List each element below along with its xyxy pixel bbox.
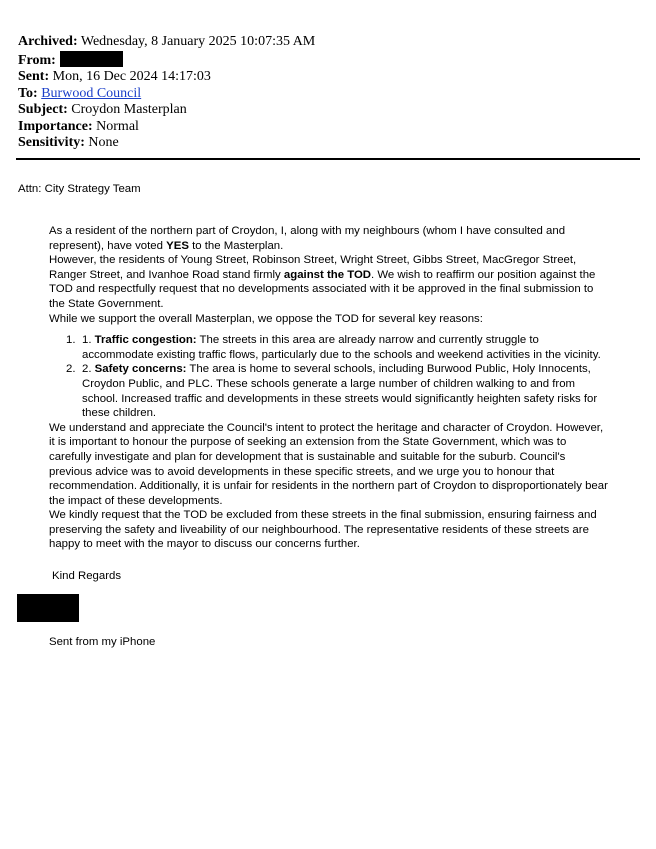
email-header (18, 34, 638, 152)
from-label: From: (18, 52, 56, 68)
email-body (49, 224, 609, 552)
paragraph-reasons-intro: While we support the overall Masterplan, we oppose the TOD for several key reasons: (49, 312, 483, 325)
paragraph-request: We kindly request that the TOD be excluded from these streets in the final submission, ensuring fairness and preserving the safety and liveability of our neighbourhood. The representative residents of these streets are happy to meet with the mayor to discuss our concerns further. (49, 509, 597, 551)
importance-value: Normal (96, 118, 139, 134)
sent-label: Sent: (18, 69, 50, 84)
reason-title: Traffic congestion: (94, 334, 197, 347)
sensitivity-row (18, 135, 638, 152)
sent-from-signature: Sent from my iPhone (49, 636, 156, 648)
paragraph-vote (49, 224, 609, 253)
reason-text: The streets in this area are already narrow and currently struggle to accommodate existing traffic flows, particularly due to the schools and weekend activities in the vicinity. (82, 334, 601, 361)
from-row (18, 51, 638, 70)
list-marker: 1. (66, 334, 76, 347)
list-marker: 2. (66, 363, 76, 376)
archived-row (18, 34, 638, 51)
importance-row (18, 119, 638, 136)
reason-prefix: 2. (82, 363, 92, 376)
archived-value: Wednesday, 8 January 2025 10:07:35 AM (80, 34, 316, 49)
paragraph-streets (49, 253, 609, 311)
yes-emphasis: YES (166, 239, 189, 252)
reason-title: Safety concerns: (94, 363, 187, 376)
paragraph-streets-text: However, the residents of Young Street, Robinson Street, Wright Street, Gibbs Street, MacGregor Street, Ranger Street, and Ivanhoe Road stand firmly (49, 254, 577, 281)
sensitivity-label: Sensitivity: (18, 135, 85, 150)
closing-regards: Kind Regards (52, 570, 122, 582)
redacted-signature-block (17, 594, 79, 622)
subject-row (18, 102, 638, 119)
subject-value: Croydon Masterplan (71, 102, 187, 117)
archived-label: Archived: (18, 34, 78, 49)
redacted-sender-block (60, 51, 123, 67)
paragraph-vote-text: As a resident of the northern part of Croydon, I, along with my neighbours (whom I have consulted and represent), have voted (49, 225, 566, 252)
recipient-link[interactable]: Burwood Council (41, 85, 142, 101)
sent-row (18, 69, 638, 86)
reason-item (49, 362, 609, 420)
sensitivity-value: None (88, 135, 119, 150)
reason-prefix: 1. (82, 334, 92, 347)
importance-label: Importance: (18, 118, 93, 134)
paragraph-vote-text-end: to the Masterplan. (188, 239, 284, 252)
reason-text: The area is home to several schools, including Burwood Public, Holy Innocents, Croydon Public, and PLC. These schools generate a large number of children walking to and from school. Increased traffic and developments in these streets would significantly heighten safety risks for these children. (82, 363, 598, 420)
paragraph-heritage: We understand and appreciate the Council's intent to protect the heritage and character of Croydon. However, it is important to honour the purpose of seeking an extension from the State Government, which was to carefully investigate and plan for development that is sustainable and suitable for the suburb. Council's previous advice was to avoid developments in these specific streets, and we urge you to honour that recommendation. Additionally, it is unfair for residents in the northern part of Croydon to disproportionately bear the impact of these developments. (49, 421, 608, 507)
to-row (18, 86, 638, 103)
reason-item (49, 333, 609, 362)
paragraph-streets-text-end: . We wish to reaffirm our position against the TOD and respectfully request that no developments associated with it be approved in the final submission to the State Government. (49, 268, 596, 310)
against-tod-emphasis: against the TOD (283, 268, 372, 281)
reasons-list (49, 333, 609, 421)
sent-value: Mon, 16 Dec 2024 14:17:03 (52, 69, 211, 84)
subject-label: Subject: (18, 102, 68, 117)
header-divider (16, 158, 640, 160)
attention-line: Attn: City Strategy Team (18, 183, 141, 195)
to-label: To: (18, 85, 38, 101)
